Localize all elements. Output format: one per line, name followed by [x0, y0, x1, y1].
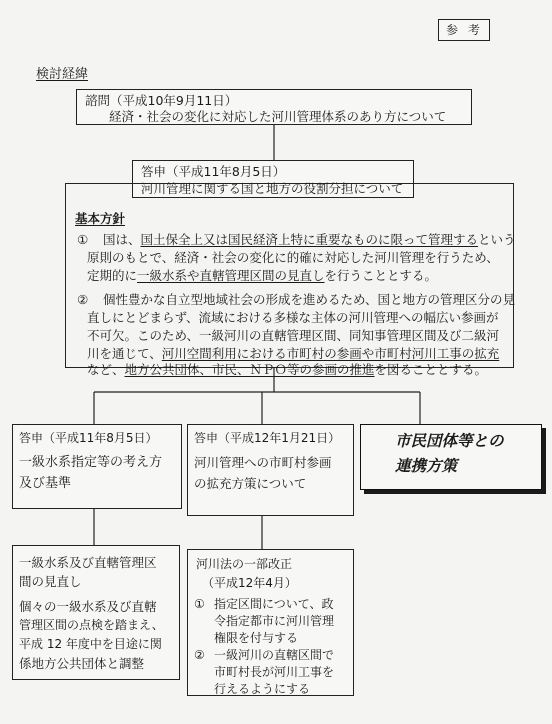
mid-bottom-item-1-line-3: 権限を付与する — [214, 631, 299, 645]
mid-bottom-line-2: （平成12年4月） — [202, 576, 297, 590]
left-report-box — [12, 424, 182, 509]
mid-bottom-item-2-line-2: 市町村長が河川工事を — [214, 665, 335, 679]
mid-report-header: 答申（平成12年1月21日） — [194, 431, 341, 445]
left-bottom-line-6: 係地方公共団体と調整 — [19, 656, 145, 671]
mid-report-line-1: 河川管理への市町村参画 — [194, 455, 332, 470]
left-bottom-line-1: 一級水系及び直轄管理区 — [19, 555, 157, 570]
left-bottom-box — [12, 545, 180, 680]
inquiry-header: 諮問（平成10年9月11日） — [85, 93, 238, 108]
policy-item-1-line-1: 国は、国土保全上又は国民経済上特に重要なものに限って管理するという — [103, 232, 516, 247]
left-report-header: 答申（平成11年8月5日） — [19, 431, 158, 445]
policy-item-2-number: ② — [77, 292, 89, 307]
inquiry-box — [76, 89, 472, 125]
mid-bottom-item-1-number: ① — [194, 597, 205, 611]
left-report-line-1: 一級水系指定等の考え方 — [19, 455, 163, 470]
reference-tag — [438, 19, 490, 41]
reference-tag-label: 参 考 — [446, 23, 483, 37]
policy-item-2-line-1: 個性豊かな自立型地域社会の形成を進めるため、国と地方の管理区分の見 — [103, 292, 516, 307]
left-bottom-line-5: 平成 12 年度中を目途に関 — [19, 637, 162, 651]
policy-item-1-line-2: 原則のもとで、経済・社会の変化に的確に対応した河川管理を行うため、 — [87, 250, 499, 265]
mid-bottom-line-1: 河川法の一部改正 — [196, 557, 293, 571]
policy-item-2-line-5: など、地方公共団体、市民、ＮＰＯ等の参画の推進を図ることとする。 — [87, 362, 488, 377]
mid-bottom-item-1-line-2: 令指定都市に河川管理 — [214, 614, 335, 628]
policy-item-1-number: ① — [77, 232, 89, 247]
citizen-groups-line-1: 市民団体等との — [395, 432, 504, 450]
left-bottom-line-2: 間の見直し — [19, 574, 82, 589]
mid-bottom-item-2-line-1: 一級河川の直轄区間で — [214, 648, 335, 662]
report-1-header: 答申（平成11年8月5日） — [141, 164, 286, 179]
basic-policy-title: 基本方針 — [75, 211, 126, 226]
left-bottom-line-3: 個々の一級水系及び直轄 — [19, 599, 157, 614]
policy-item-2-line-2: 直しにとどまらず、流域における多様な主体の河川管理への幅広い参画が — [87, 310, 499, 325]
mid-bottom-item-1-line-1: 指定区間について、政 — [214, 597, 334, 611]
policy-item-1-line-3: 定期的に一級水系や直轄管理区間の見直しを行うこととする。 — [87, 268, 438, 283]
left-bottom-line-4: 管理区間の点検を踏まえ、 — [19, 618, 164, 632]
citizen-groups-line-2: 連携方策 — [395, 457, 458, 475]
report-1-body: 河川管理に関する国と地方の役割分担について — [141, 181, 404, 196]
mid-report-box — [187, 424, 354, 516]
inquiry-body: 経済・社会の変化に対応した河川管理体系のあり方について — [109, 109, 447, 124]
left-report-line-2: 及び基準 — [19, 476, 72, 491]
mid-report-line-2: の拡充方策について — [194, 476, 307, 491]
mid-bottom-item-2-number: ② — [194, 648, 205, 662]
policy-item-2-line-4: 川を通じて、河川空間利用における市町村の参画や市町村河川工事の拡充 — [87, 346, 500, 361]
section-title: 検討経緯 — [36, 67, 89, 82]
citizen-groups-box — [360, 424, 542, 490]
basic-policy-content — [65, 198, 516, 377]
policy-item-2-line-3: 不可欠。このため、一級河川の直轄管理区間、同知事管理区間及び二級河 — [87, 328, 500, 343]
mid-bottom-item-2-line-3: 行えるようにする — [214, 682, 311, 696]
mid-bottom-box — [187, 549, 354, 696]
